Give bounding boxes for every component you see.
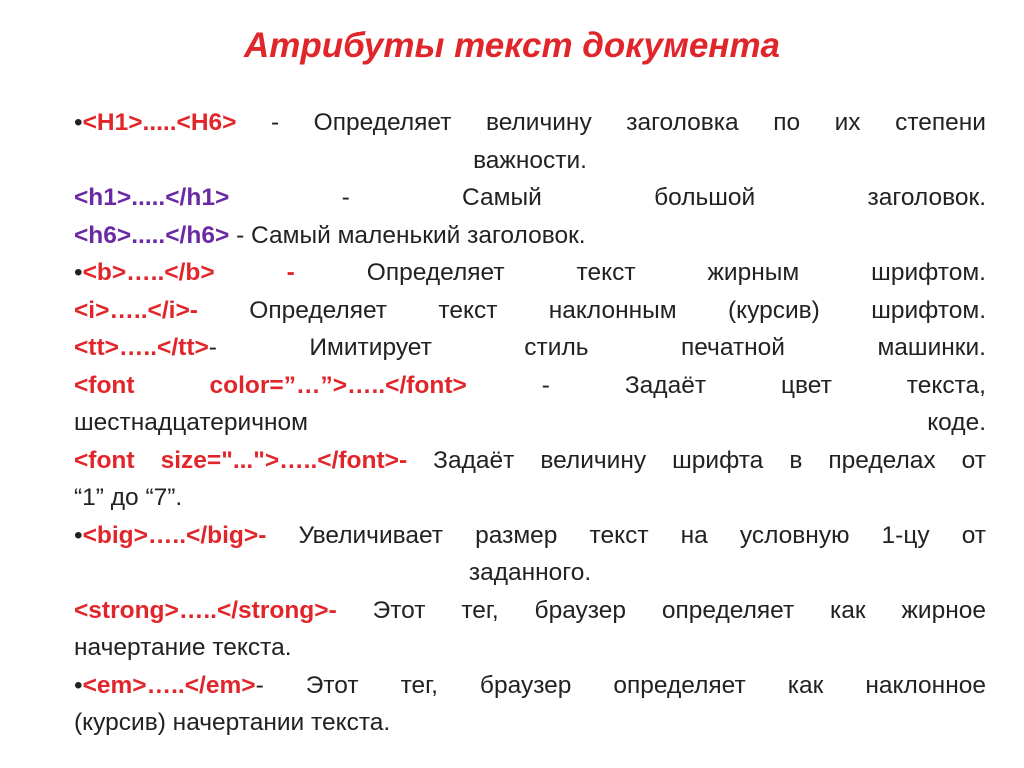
description: - Определяет величину заголовка по их степени xyxy=(236,109,986,136)
bullet: • xyxy=(74,259,83,286)
bullet: • xyxy=(74,521,83,549)
list-item-continuation xyxy=(74,704,986,742)
list-item-font-color xyxy=(74,367,986,405)
content-body xyxy=(74,104,986,742)
tag-h6: <h6>.....</h6> xyxy=(74,221,230,249)
tag-big: <big>…..</big>- xyxy=(82,521,267,549)
description: начертание текста. xyxy=(74,634,292,661)
description: коде. xyxy=(927,409,986,436)
list-item-font-size xyxy=(74,442,986,480)
list-item-strong xyxy=(74,592,986,630)
description: Определяет текст жирным шрифтом. xyxy=(366,259,986,286)
description: шестнадцатеричном xyxy=(74,409,308,436)
description: - Самый большой заголовок. xyxy=(229,184,986,211)
list-item-continuation xyxy=(74,142,986,180)
description: важности. xyxy=(473,146,587,174)
tag-em: <em>…..</em> xyxy=(82,671,256,699)
tag-font-size: <font size="...">…..</font>- xyxy=(74,446,408,474)
list-item-em xyxy=(74,667,986,705)
list-item-h1 xyxy=(74,179,986,217)
bullet: • xyxy=(74,109,83,136)
description: - Имитирует стиль печатной машинки. xyxy=(208,334,986,361)
description: - Самый маленький заголовок. xyxy=(229,221,586,249)
list-item-b xyxy=(74,254,986,292)
description: Увеличивает размер текст на условную 1-цу от xyxy=(266,521,986,549)
tag-h1-h6: <H1>.....<H6> xyxy=(82,109,237,136)
list-item-continuation xyxy=(74,404,986,442)
tag-i: <i>…..</i>- xyxy=(74,296,198,324)
tag-b: <b>…..</b> xyxy=(82,259,215,286)
description: - Задаёт цвет текста, xyxy=(466,371,986,399)
page-title: Атрибуты текст документа xyxy=(243,26,781,65)
list-item-continuation xyxy=(74,554,986,592)
list-item-continuation xyxy=(74,479,986,517)
description: заданного. xyxy=(468,559,592,586)
tag-h1: <h1>.....</h1> xyxy=(74,184,230,211)
list-item-h1-h6 xyxy=(74,104,986,142)
description: “1” до “7”. xyxy=(74,484,183,511)
list-item-tt xyxy=(74,329,986,367)
dash: - xyxy=(214,259,367,286)
description: Этот тег, браузер определяет как жирное xyxy=(336,596,986,624)
description: Задаёт величину шрифта в пределах от xyxy=(407,446,986,474)
list-item-h6 xyxy=(74,217,986,255)
description: Определяет текст наклонным (курсив) шрифтом. xyxy=(197,296,986,324)
list-item-big xyxy=(74,517,986,555)
description: (курсив) начертании текста. xyxy=(74,709,391,736)
bullet: • xyxy=(74,671,83,699)
list-item-i xyxy=(74,292,986,330)
tag-strong: <strong>…..</strong>- xyxy=(74,596,337,624)
list-item-continuation xyxy=(74,629,986,667)
description: - Этот тег, браузер определяет как наклонное xyxy=(255,671,986,699)
tag-font-color: <font color=”…”>…..</font> xyxy=(74,371,467,399)
tag-tt: <tt>…..</tt> xyxy=(74,334,209,361)
